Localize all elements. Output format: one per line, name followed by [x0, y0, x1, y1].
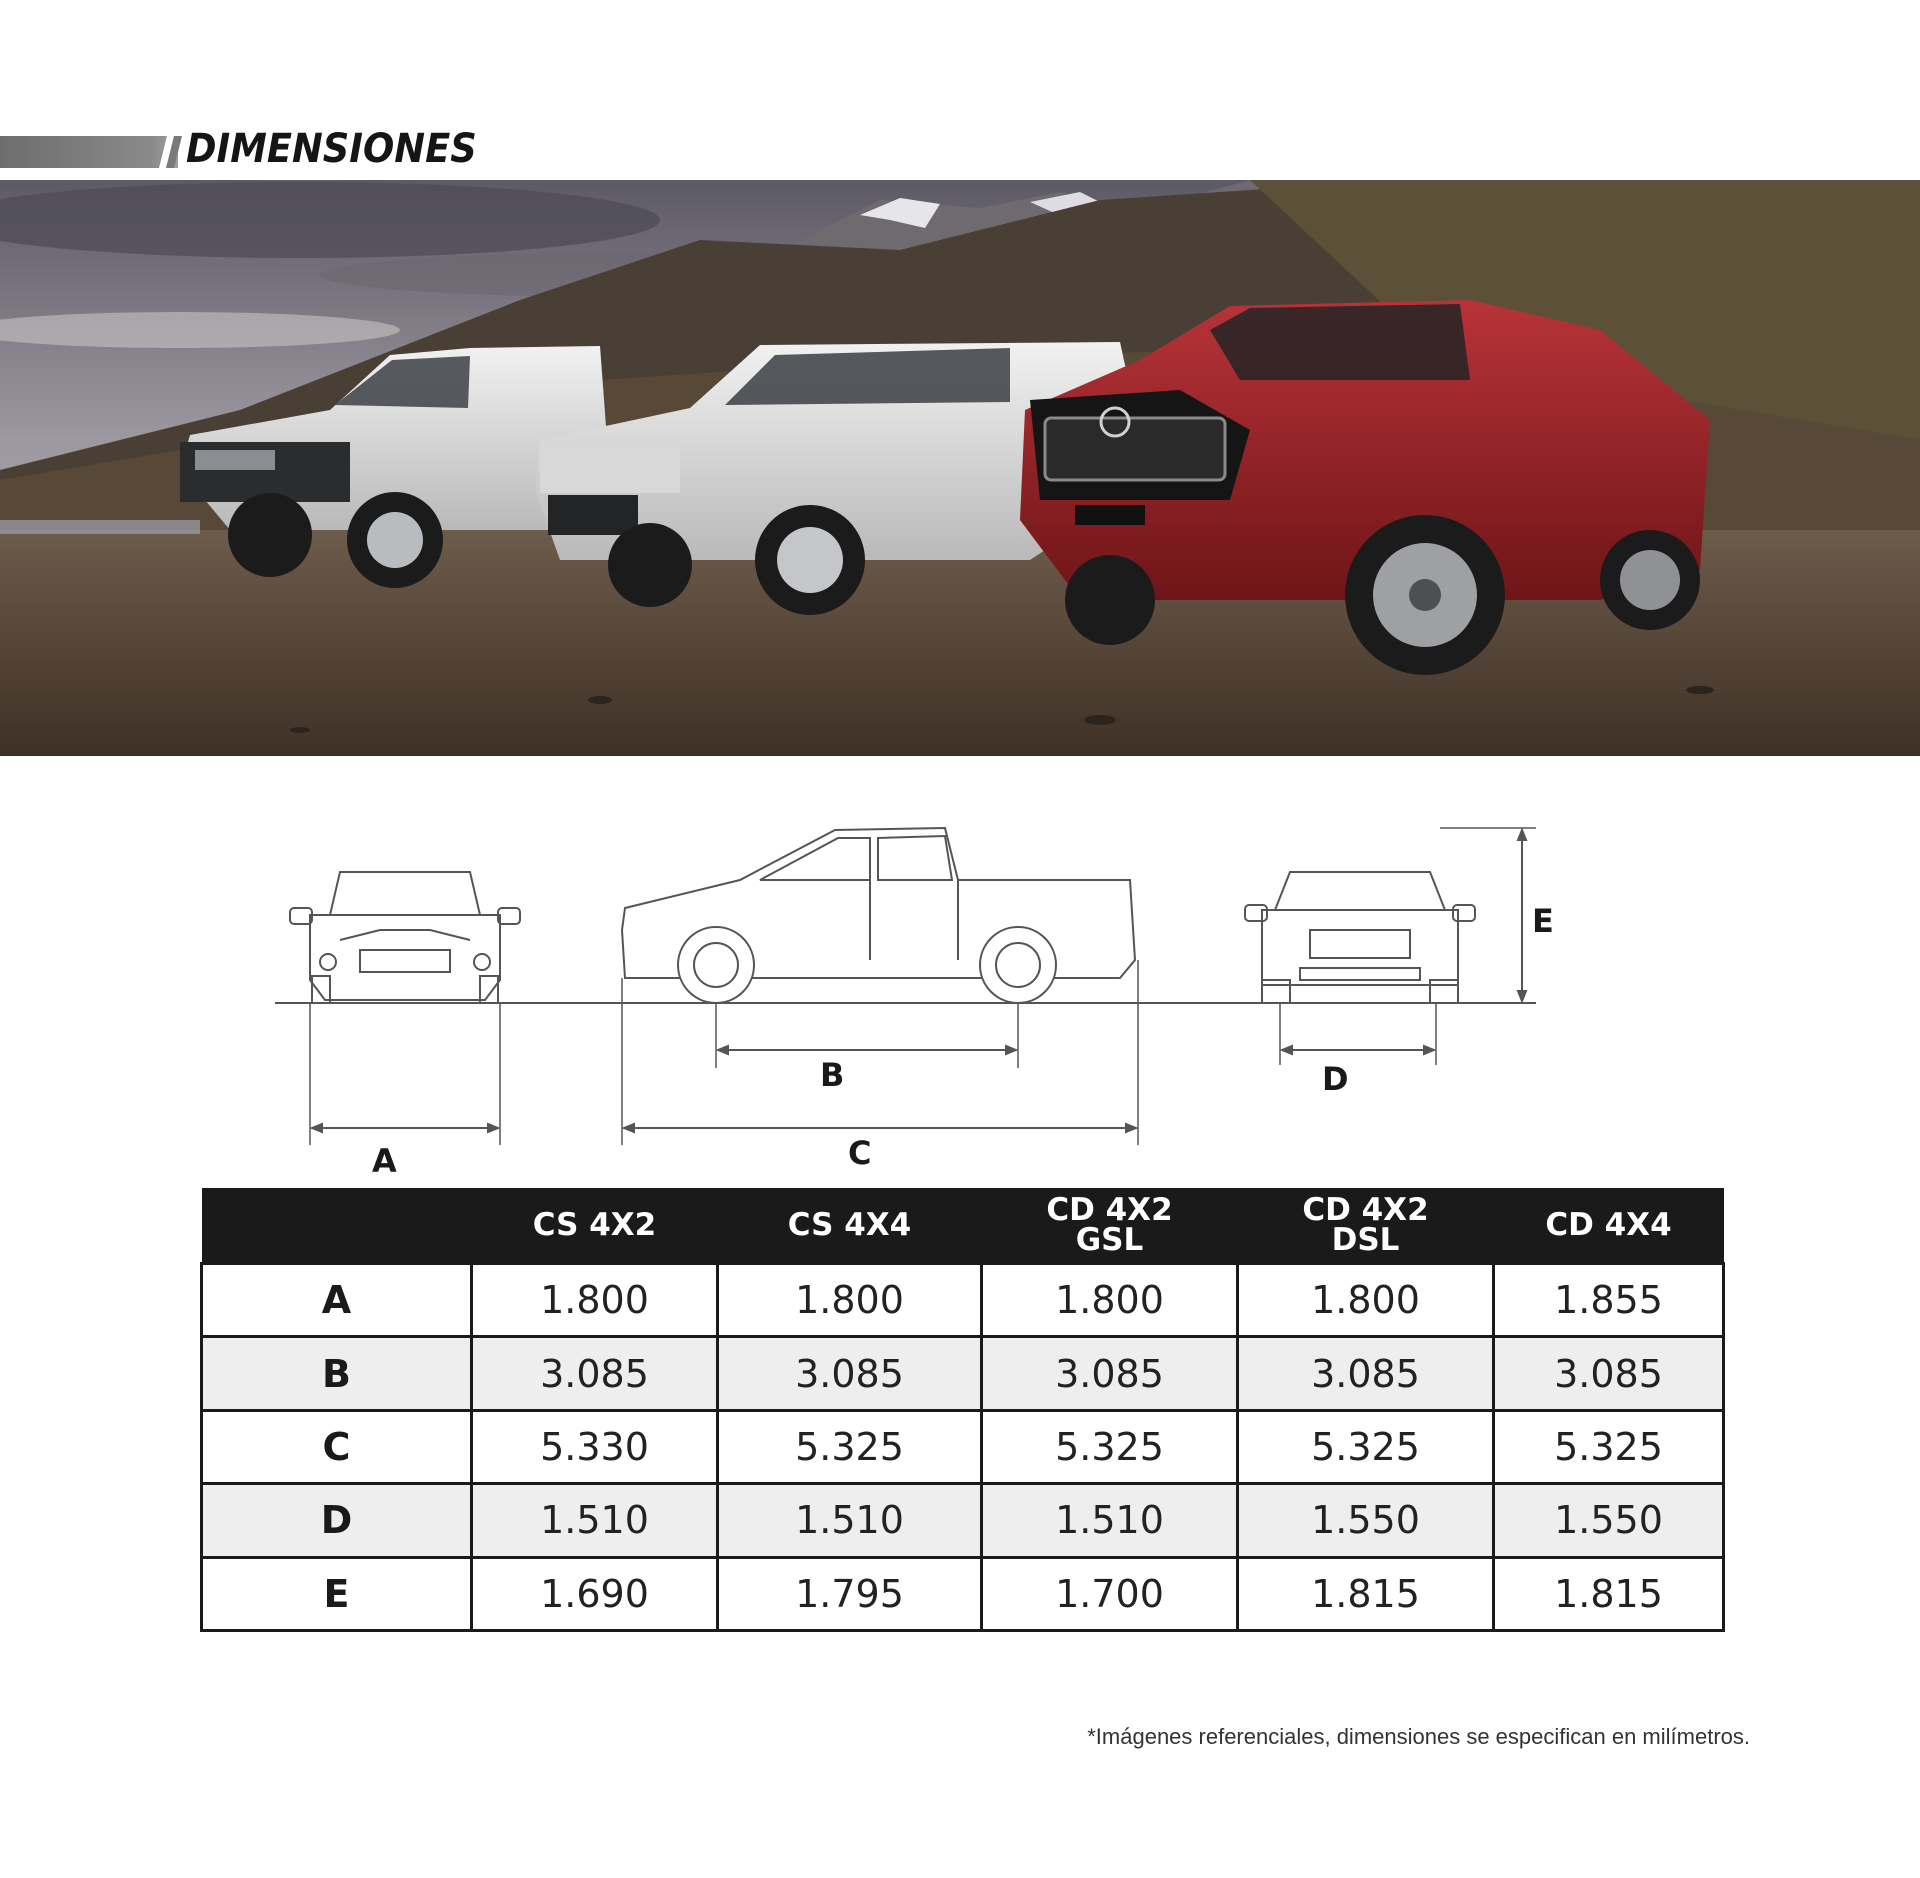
row-label: A	[202, 1264, 472, 1337]
table-cell: 3.085	[1494, 1337, 1724, 1410]
table-cell: 1.815	[1238, 1557, 1494, 1630]
column-header-line: CS 4X2	[532, 1207, 657, 1243]
table-header-row	[202, 1188, 1724, 1264]
column-header-subline: GSL	[1075, 1222, 1144, 1258]
column-header	[1494, 1188, 1724, 1264]
table-cell: 3.085	[472, 1337, 718, 1410]
column-header-line: CD 4X2	[1046, 1192, 1173, 1228]
vehicle-outline-diagram	[0, 800, 1920, 1180]
column-header-line: CD 4X4	[1545, 1207, 1672, 1243]
table-cell: 1.800	[718, 1264, 982, 1337]
table-cell: 1.855	[1494, 1264, 1724, 1337]
page-title: DIMENSIONES	[186, 126, 477, 172]
dimension-label-d: D	[1322, 1060, 1349, 1098]
column-header-subline: DSL	[1331, 1222, 1400, 1258]
dimensions-diagram	[0, 800, 1920, 1180]
table-cell: 1.690	[472, 1557, 718, 1630]
table-cell: 5.330	[472, 1410, 718, 1483]
column-header	[472, 1188, 718, 1264]
header-accent-bar	[0, 136, 178, 168]
dimension-label-c: C	[848, 1134, 872, 1172]
table-row	[202, 1557, 1724, 1630]
column-header	[1238, 1188, 1494, 1264]
table-cell: 1.700	[982, 1557, 1238, 1630]
dimension-label-a: A	[372, 1142, 397, 1180]
table-cell: 3.085	[718, 1337, 982, 1410]
column-header	[982, 1188, 1238, 1264]
footnote: *Imágenes referenciales, dimensiones se especifican en milímetros.	[1087, 1724, 1750, 1749]
header-empty-cell	[202, 1188, 472, 1264]
table-cell: 1.800	[982, 1264, 1238, 1337]
table-cell: 5.325	[718, 1410, 982, 1483]
hero-image	[0, 180, 1920, 756]
table-cell: 5.325	[1238, 1410, 1494, 1483]
rear-view-icon	[1245, 828, 1536, 1065]
table-cell: 1.510	[472, 1484, 718, 1557]
table-cell: 1.510	[718, 1484, 982, 1557]
dimension-label-b: B	[820, 1056, 845, 1094]
table-cell: 3.085	[982, 1337, 1238, 1410]
table-cell: 1.815	[1494, 1557, 1724, 1630]
table-cell: 1.795	[718, 1557, 982, 1630]
table-cell: 1.550	[1238, 1484, 1494, 1557]
table-row	[202, 1410, 1724, 1483]
side-view-icon	[622, 828, 1138, 1145]
table-cell: 5.325	[982, 1410, 1238, 1483]
table-cell: 1.510	[982, 1484, 1238, 1557]
row-label: C	[202, 1410, 472, 1483]
table-cell: 3.085	[1238, 1337, 1494, 1410]
column-header-line: CS 4X4	[787, 1207, 912, 1243]
table-cell: 1.800	[1238, 1264, 1494, 1337]
row-label: B	[202, 1337, 472, 1410]
front-view-icon	[290, 872, 520, 1145]
table-cell: 1.550	[1494, 1484, 1724, 1557]
row-label: D	[202, 1484, 472, 1557]
table-cell: 1.800	[472, 1264, 718, 1337]
table-row	[202, 1484, 1724, 1557]
table-row	[202, 1264, 1724, 1337]
table-cell: 5.325	[1494, 1410, 1724, 1483]
dimension-label-e: E	[1532, 902, 1554, 940]
row-label: E	[202, 1557, 472, 1630]
pickup-trucks-photo-icon	[0, 180, 1920, 756]
table-row	[202, 1337, 1724, 1410]
column-header	[718, 1188, 982, 1264]
dimensions-table	[200, 1188, 1725, 1632]
column-header-line: CD 4X2	[1302, 1192, 1429, 1228]
